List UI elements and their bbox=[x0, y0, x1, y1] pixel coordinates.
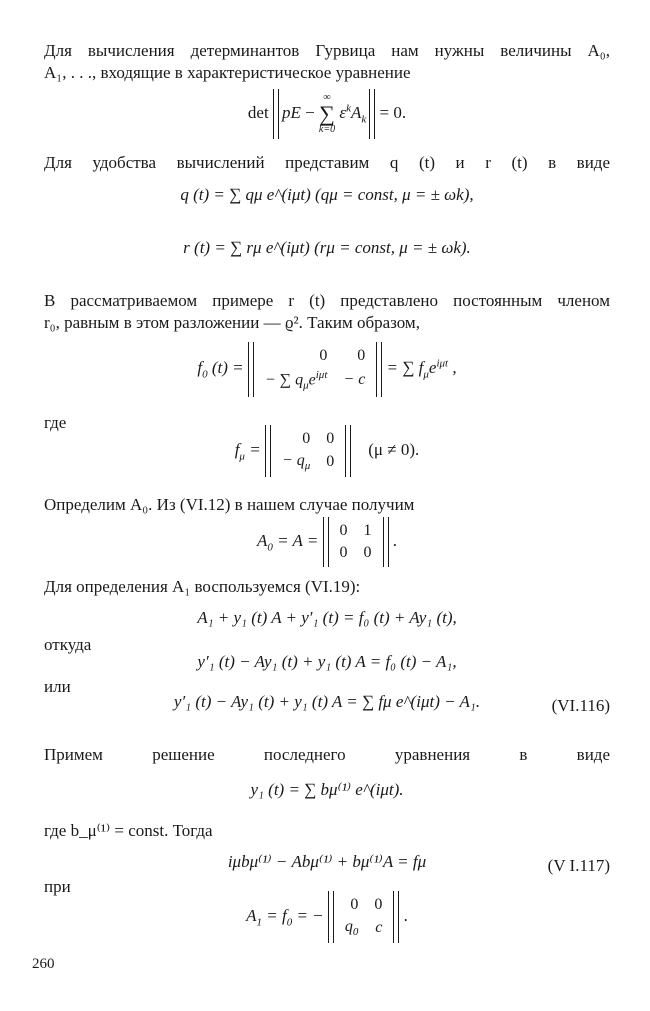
text-line: A₁, . . ., входящие в характеристическое уравнение bbox=[44, 63, 411, 82]
text-line: Для удобства вычислений представим q (t) и r (t) в виде bbox=[44, 153, 610, 172]
equation-fmu: $f_\mu = 0$ 0 − $q_\mu$ 0 (μ ≠ 0). bbox=[234, 430, 420, 473]
page-number: 260 bbox=[32, 956, 55, 972]
equation-number: (V I.117) bbox=[547, 856, 610, 875]
text-line: Определим A₀. Из (VI.12) в нашем случае получим bbox=[44, 495, 415, 514]
text-line: где b_μ⁽¹⁾ = const. Тогда bbox=[44, 821, 213, 840]
text-line: Примем решение последнего уравнения в виде bbox=[44, 745, 610, 764]
text-line: В рассматриваемом примере r (t) представлено постоянным членом bbox=[44, 291, 610, 310]
equation-y1: y′₁ (t) − Ay₁ (t) + y₁ (t) A = f₀ (t) − A₁, bbox=[197, 652, 457, 671]
equation-number: (VI.116) bbox=[551, 696, 610, 715]
equation-vi116: y′₁ (t) − Ay₁ (t) + y₁ (t) A = ∑ fμ e^(iμt) − A₁. (VI.116) bbox=[173, 692, 610, 715]
equation-a0: $A_0 = A = 0$ 1 0 0 . bbox=[44, 520, 610, 564]
equation-characteristic: det pE − ∞ ∑ k=0 $\varepsilon^kA_k = 0$. bbox=[247, 92, 407, 135]
equation-a1-f0: $A_1 = f_0$ = − 0 0 $q_0$ c . bbox=[246, 896, 408, 939]
equation-vi117: iμbμ⁽¹⁾ − Abμ⁽¹⁾ + bμ⁽¹⁾A = fμ (V I.117) bbox=[227, 852, 610, 875]
text-line: откуда bbox=[44, 635, 92, 654]
text-line: при bbox=[44, 877, 71, 896]
equation-q: q (t) = ∑ qμ e^(iμt) (qμ = const, μ = ± ωk), bbox=[180, 185, 474, 204]
equation-f0: $f_0$ (t) = 0 0 − ∑ $q_\mu e^{i\mu t}$ − c = ∑ $f_\mu e^{i\mu t}$ , bbox=[197, 347, 457, 392]
equation-r: r (t) = ∑ rμ e^(iμt) (rμ = const, μ = ± ωk). bbox=[183, 238, 471, 257]
text-line: или bbox=[44, 677, 71, 696]
equation-a1: A₁ + y₁ (t) A + y′₁ (t) = f₀ (t) + Ay₁ (t), bbox=[197, 608, 457, 627]
text-line: r₀, равным в этом разложении — ϱ². Таким образом, bbox=[44, 313, 420, 332]
equation-solution: y₁ (t) = ∑ bμ⁽¹⁾ e^(iμt). bbox=[250, 780, 404, 799]
text-line: где bbox=[44, 413, 67, 432]
text-line: Для вычисления детерминантов Гурвица нам нужны величины A₀, bbox=[44, 41, 610, 60]
text-line: Для определения A₁ воспользуемся (VI.19): bbox=[44, 577, 361, 596]
